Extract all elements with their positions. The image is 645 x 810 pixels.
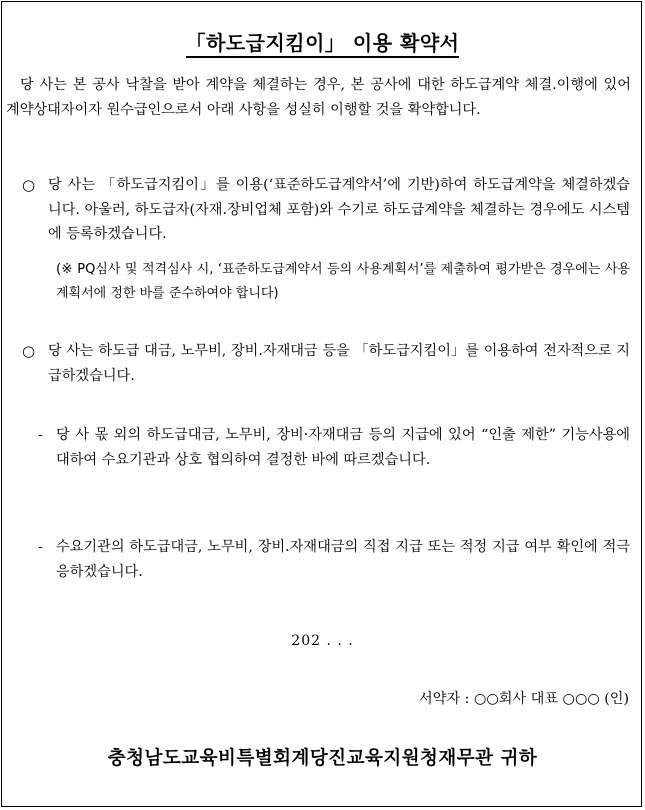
subitem-1-marker: - [38, 427, 43, 443]
date-line: 202 . . . [291, 633, 354, 649]
subitem-2-marker: - [38, 539, 43, 555]
addressee-line: 충청남도교육비특별회계당진교육지원청재무관 귀하 [107, 748, 538, 769]
clause-1-text: 당 사는 「하도급지킴이」를 이용(‘표준하도급계약서’에 기반)하여 하도급계약을 체결하겠습니다. 아울러, 하도급자(자재.장비업체 포함)와 수기로 하도급계약을 체결하는 경우에도 시스템에 등록하겠습니다. [48, 177, 630, 242]
clause-2-text: 당 사는 하도급 대금, 노무비, 장비.자재대금 등을 「하도급지킴이」를 이용하여 전자적으로 지급하겠습니다. [48, 343, 630, 384]
document-title: 「하도급지킴이」 이용 확약서 [0, 27, 645, 56]
signature-line: 서약자 : ○○회사 대표 ○○○ (인) [419, 691, 629, 707]
intro-paragraph: 당 사는 본 공사 낙찰을 받아 계약을 체결하는 경우, 본 공사에 대한 하도급계약 체결.이행에 있어 계약상대자이자 원수급인으로서 아래 사항을 성실히 이행할 것을 확약합니다. [6, 77, 631, 118]
subitem-2-text: 수요기관의 하도급대금, 노무비, 장비.자재대금의 직접 지급 또는 적정 지급 여부 확인에 적극 응하겠습니다. [56, 539, 630, 580]
clause-1-note: (※ PQ심사 및 적격심사 시, ‘표준하도급계약서 등의 사용계획서’를 제출하여 평가받은 경우에는 사용계획서에 정한 바를 준수하여야 합니다) [56, 262, 630, 301]
clause-1-marker: ○ [22, 176, 36, 194]
clause-2-marker: ○ [22, 342, 36, 360]
subitem-1-text: 당 사 몫 외의 하도급대금, 노무비, 장비·자재대금 등의 지급에 있어 “인출 제한” 기능사용에 대하여 수요기관과 상호 협의하여 결정한 바에 따르겠습니다. [56, 427, 630, 468]
